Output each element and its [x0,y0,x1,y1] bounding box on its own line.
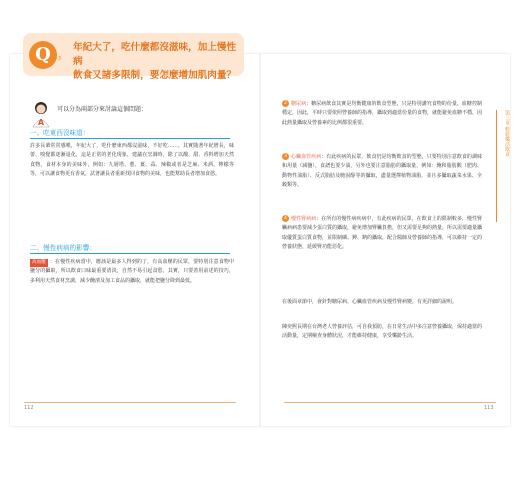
question-text [73,41,241,83]
question-line-2: 飲食又諸多限制，要怎麼增加肌肉量？ [73,70,237,81]
section-1-title: 一、吃東西沒味道： [30,129,90,137]
right-footer-rule [284,402,496,403]
item-4-number: 4 [282,215,289,222]
question-box [23,33,244,81]
svg-text:A: A [37,118,45,127]
section-1-paragraph: 許多長輩常常感嘆，年紀大了，吃什麼東西都沒滋味，不好吃……，其實隨著年紀增長，味蕾、嗅覺都逐漸退化，這是正常的老化現象，建議在烹調時，除了以酸、甜、香料增加天然食物、食材本身的美味外，例如：九層塔、蔥、薑、蒜、辣椒或者是芝麻、米酒、檸檬等等，可以讓食物更有香氣，試著讓長者重新找回食物的美味，也能幫助長者增加食慾。 [30,143,234,178]
item-3-paragraph [282,153,482,191]
item-1-paragraph [30,258,234,286]
question-q-icon: Q [29,41,57,69]
item-4-text: ：在所有的慢性病疾病中，有此疾病的民眾，在飲食上的限制較多，慢性腎臟病病患要減少蛋白質的攝取，避免增加腎臟負擔，但又需要足夠的熱量，所以需要適量攝取優質蛋白質食物，並限制磷、鉀、鈉的攝取，配合醫師及營養師的指導，可以維持一定的營養狀態，延緩腎功能惡化。 [282,216,483,251]
item-3-number: 3 [282,153,289,160]
left-page-number: 112 [24,405,34,411]
item-2-paragraph [282,100,482,128]
item-3-label: 心臟血管疾病 [291,154,322,160]
section-2-title: 二、慢性病病的影響： [30,244,96,252]
item-2-label: 糖尿病 [291,101,307,107]
item-2-text: ：糖尿病飲食其實是均衡健康的飲食型態，只是特別講究食物的份量、血糖控制穩定，因此，平時只要依照營養師的指導，攝取到適當份量的食物，就能避免血糖不穩，因此熱量攝取及營養素的比例都很重要。 [282,101,483,126]
item-4-label: 慢性腎病病 [291,216,317,222]
summary-paragraph: 在後面章節中，會針對糖尿病、心臟血管疾病及慢性腎病變，有更詳細的說明。 [282,299,458,305]
item-1-text: ：在慢性疾病當中，應該是最多人得到的了，有高血壓的民眾，要特別注意食物中鹽分的攝取，所以飲食口味最重要清淡，自然不易引起食慾，其實，只要善用前述的技巧，多利用天然食材烹調，減少醃漬及加工食品的攝取，就能把鹽分降到最低。 [30,259,234,284]
dietitian-avatar-icon [30,100,52,128]
item-1-label: 高血壓 [32,260,46,265]
right-page-number: 113 [484,405,494,411]
left-footer-rule [24,402,236,403]
book-gutter [259,54,261,426]
chapter-side-tab: 第三章 輕鬆樂活飲食 [496,110,511,222]
item-3-text: ：有此疾病的民眾，飲食仍是均衡飲食的型態，只要特別注意飲食的調味和用量（減鹽），食譜也要少油，另外也要注意脂肪的攝取量，例如：飽和脂肪酸（肥肉、動物性油脂）、反式脂肪及膽固醇等的攝取，盡量選擇植物油脂，並且多攝取蔬菜水果、全穀類等。 [282,154,482,189]
section-1-rule [30,138,230,139]
section-2-rule [30,253,230,254]
answer-lead: 可以分為兩部分來討論這個問題： [57,106,148,113]
item-4-paragraph [282,215,482,253]
item-2-number: 2 [282,100,289,107]
closing-paragraph: 陳奕熙長期在台灣老人營養評估，可自我預防，在日常生活中多注意營養攝取，保持適當的活動量，定期檢查身體狀況，才能維持健康，享受樂齡生活。 [282,324,483,340]
question-line-1: 年紀大了，吃什麼都沒滋味，加上慢性病 [73,42,237,67]
question-number: 3-3 [53,56,62,62]
